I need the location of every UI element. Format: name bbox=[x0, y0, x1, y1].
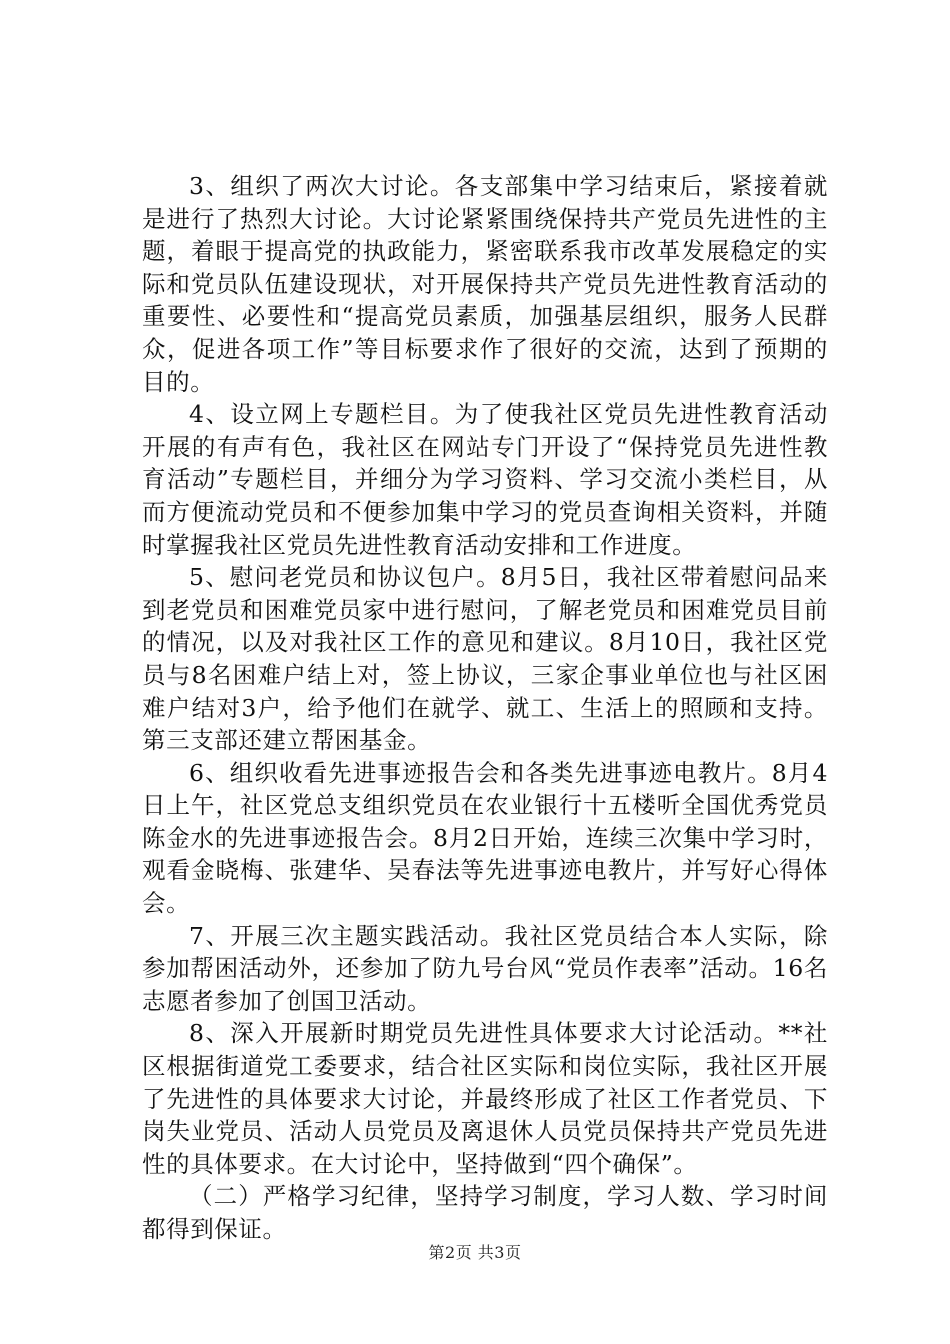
paragraph-item-7: 7、开展三次主题实践活动。我社区党员结合本人实际，除参加帮困活动外，还参加了防九号台风“党员作表率”活动。16名志愿者参加了创国卫活动。 bbox=[142, 921, 828, 1015]
paragraph-item-3: 3、组织了两次大讨论。各支部集中学习结束后，紧接着就是进行了热烈大讨论。大讨论紧紧围绕保持共产党员先进性的主题，着眼于提高党的执政能力，紧密联系我市改革发展稳定的实际和党员队伍建设现状，对开展保持共产党员先进性教育活动的重要性、必要性和“提高党员素质，加强基层组织，服务人民群众，促进各项工作”等目标要求作了很好的交流，达到了预期的目的。 bbox=[142, 172, 828, 396]
document-body bbox=[142, 170, 828, 1246]
paragraph-item-8: 8、深入开展新时期党员先进性具体要求大讨论活动。**社区根据街道党工委要求，结合社区实际和岗位实际，我社区开展了先进性的具体要求大讨论，并最终形成了社区工作者党员、下岗失业党员、活动人员党员及离退休人员党员保持共产党员先进性的具体要求。在大讨论中，坚持做到“四个确保”。 bbox=[142, 1019, 828, 1178]
page-footer: 第2页 共3页 bbox=[428, 1243, 522, 1262]
paragraph-item-6: 6、组织收看先进事迹报告会和各类先进事迹电教片。8月4日上午，社区党总支组织党员在农业银行十五楼听全国优秀党员陈金水的先进事迹报告会。8月2日开始，连续三次集中学习时，观看金晓梅、张建华、吴春法等先进事迹电教片，并写好心得体会。 bbox=[142, 758, 828, 918]
section-heading-two: （二）严格学习纪律，坚持学习制度，学习人数、学习时间都得到保证。 bbox=[142, 1182, 828, 1243]
paragraph-item-4: 4、设立网上专题栏目。为了使我社区党员先进性教育活动开展的有声有色，我社区在网站专门开设了“保持党员先进性教育活动”专题栏目，并细分为学习资料、学习交流小类栏目，从而方便流动党员和不便参加集中学习的党员查询相关资料，并随时掌握我社区党员先进性教育活动安排和工作进度。 bbox=[142, 400, 828, 559]
paragraph-item-5: 5、慰问老党员和协议包户。8月5日，我社区带着慰问品来到老党员和困难党员家中进行慰问，了解老党员和困难党员目前的情况，以及对我社区工作的意见和建议。8月10日，我社区党员与8名困难户结上对，签上协议，三家企事业单位也与社区困难户结对3户，给予他们在就学、就工、生活上的照顾和支持。第三支部还建立帮困基金。 bbox=[142, 563, 828, 755]
